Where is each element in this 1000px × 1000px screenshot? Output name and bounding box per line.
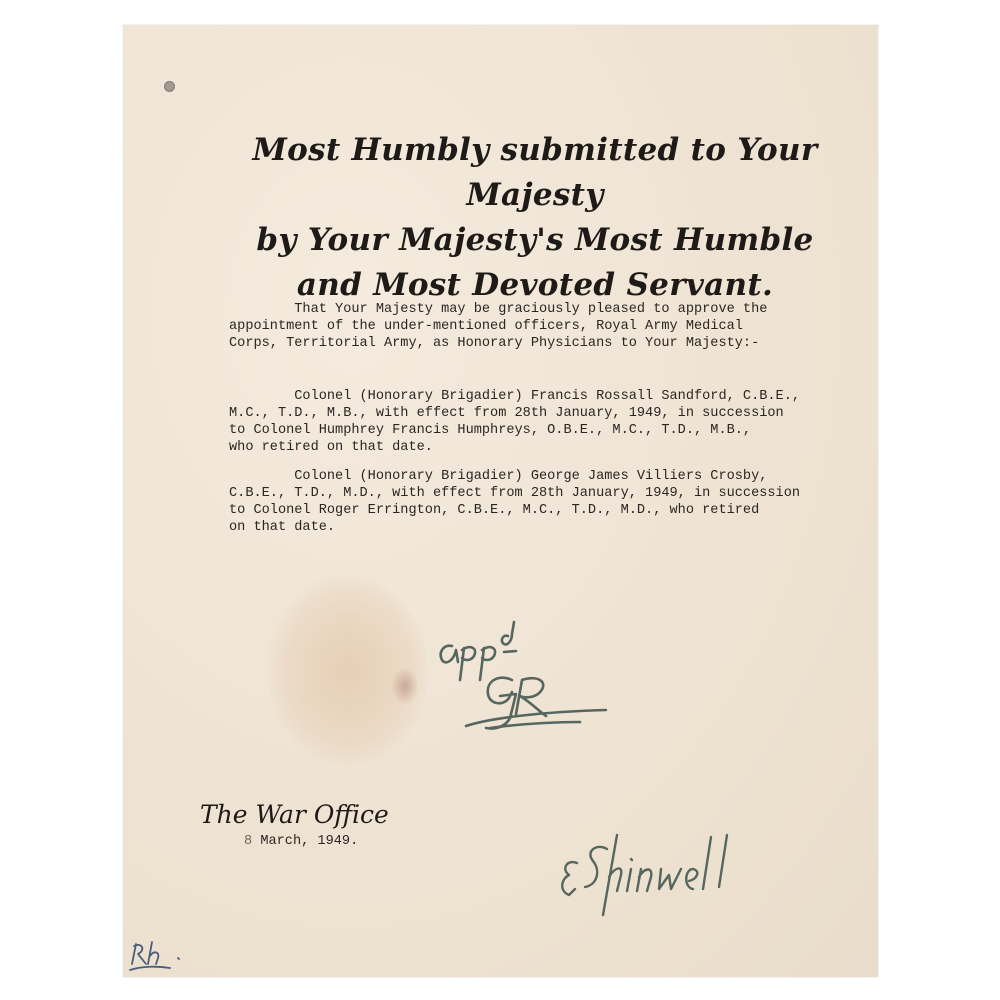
sender-name: The War Office (200, 800, 389, 829)
approval-signature (430, 618, 630, 748)
clerk-initials (128, 938, 188, 974)
document-date (244, 834, 358, 849)
officer-two-paragraph: Colonel (Honorary Brigadier) George James Villiers Crosby, C.B.E., T.D., M.D., with effect from 28th January, 1949, in succession to Colonel Roger Errington, C.B.E., M.C., T.D., M.D., who retired on that date. (229, 469, 801, 535)
punch-hole (164, 81, 175, 92)
intro-paragraph: That Your Majesty may be graciously pleased to approve the appointment of the under-mentioned officers, Royal Army Medical Corps, Territorial Army, as Honorary Physicians to Your Majesty:- (229, 302, 768, 351)
date-month-year: March, 1949. (252, 834, 359, 849)
heading-line-2: by Your Majesty's Most Humble (256, 222, 814, 258)
heading-line-1: Most Humbly submitted to Your Majesty (252, 132, 818, 213)
submission-heading (215, 128, 855, 308)
date-day: 8 (244, 834, 253, 849)
minister-signature (555, 815, 785, 925)
officer-one-paragraph: Colonel (Honorary Brigadier) Francis Rossall Sandford, C.B.E., M.C., T.D., M.B., with effect from 28th January, 1949, in succession to Colonel Humphrey Francis Humphreys, O.B.E., M.C., T.D., M.B., who retired on that date. (229, 389, 801, 455)
stain-spot (392, 668, 418, 704)
heading-line-3: and Most Devoted Servant. (296, 267, 774, 303)
